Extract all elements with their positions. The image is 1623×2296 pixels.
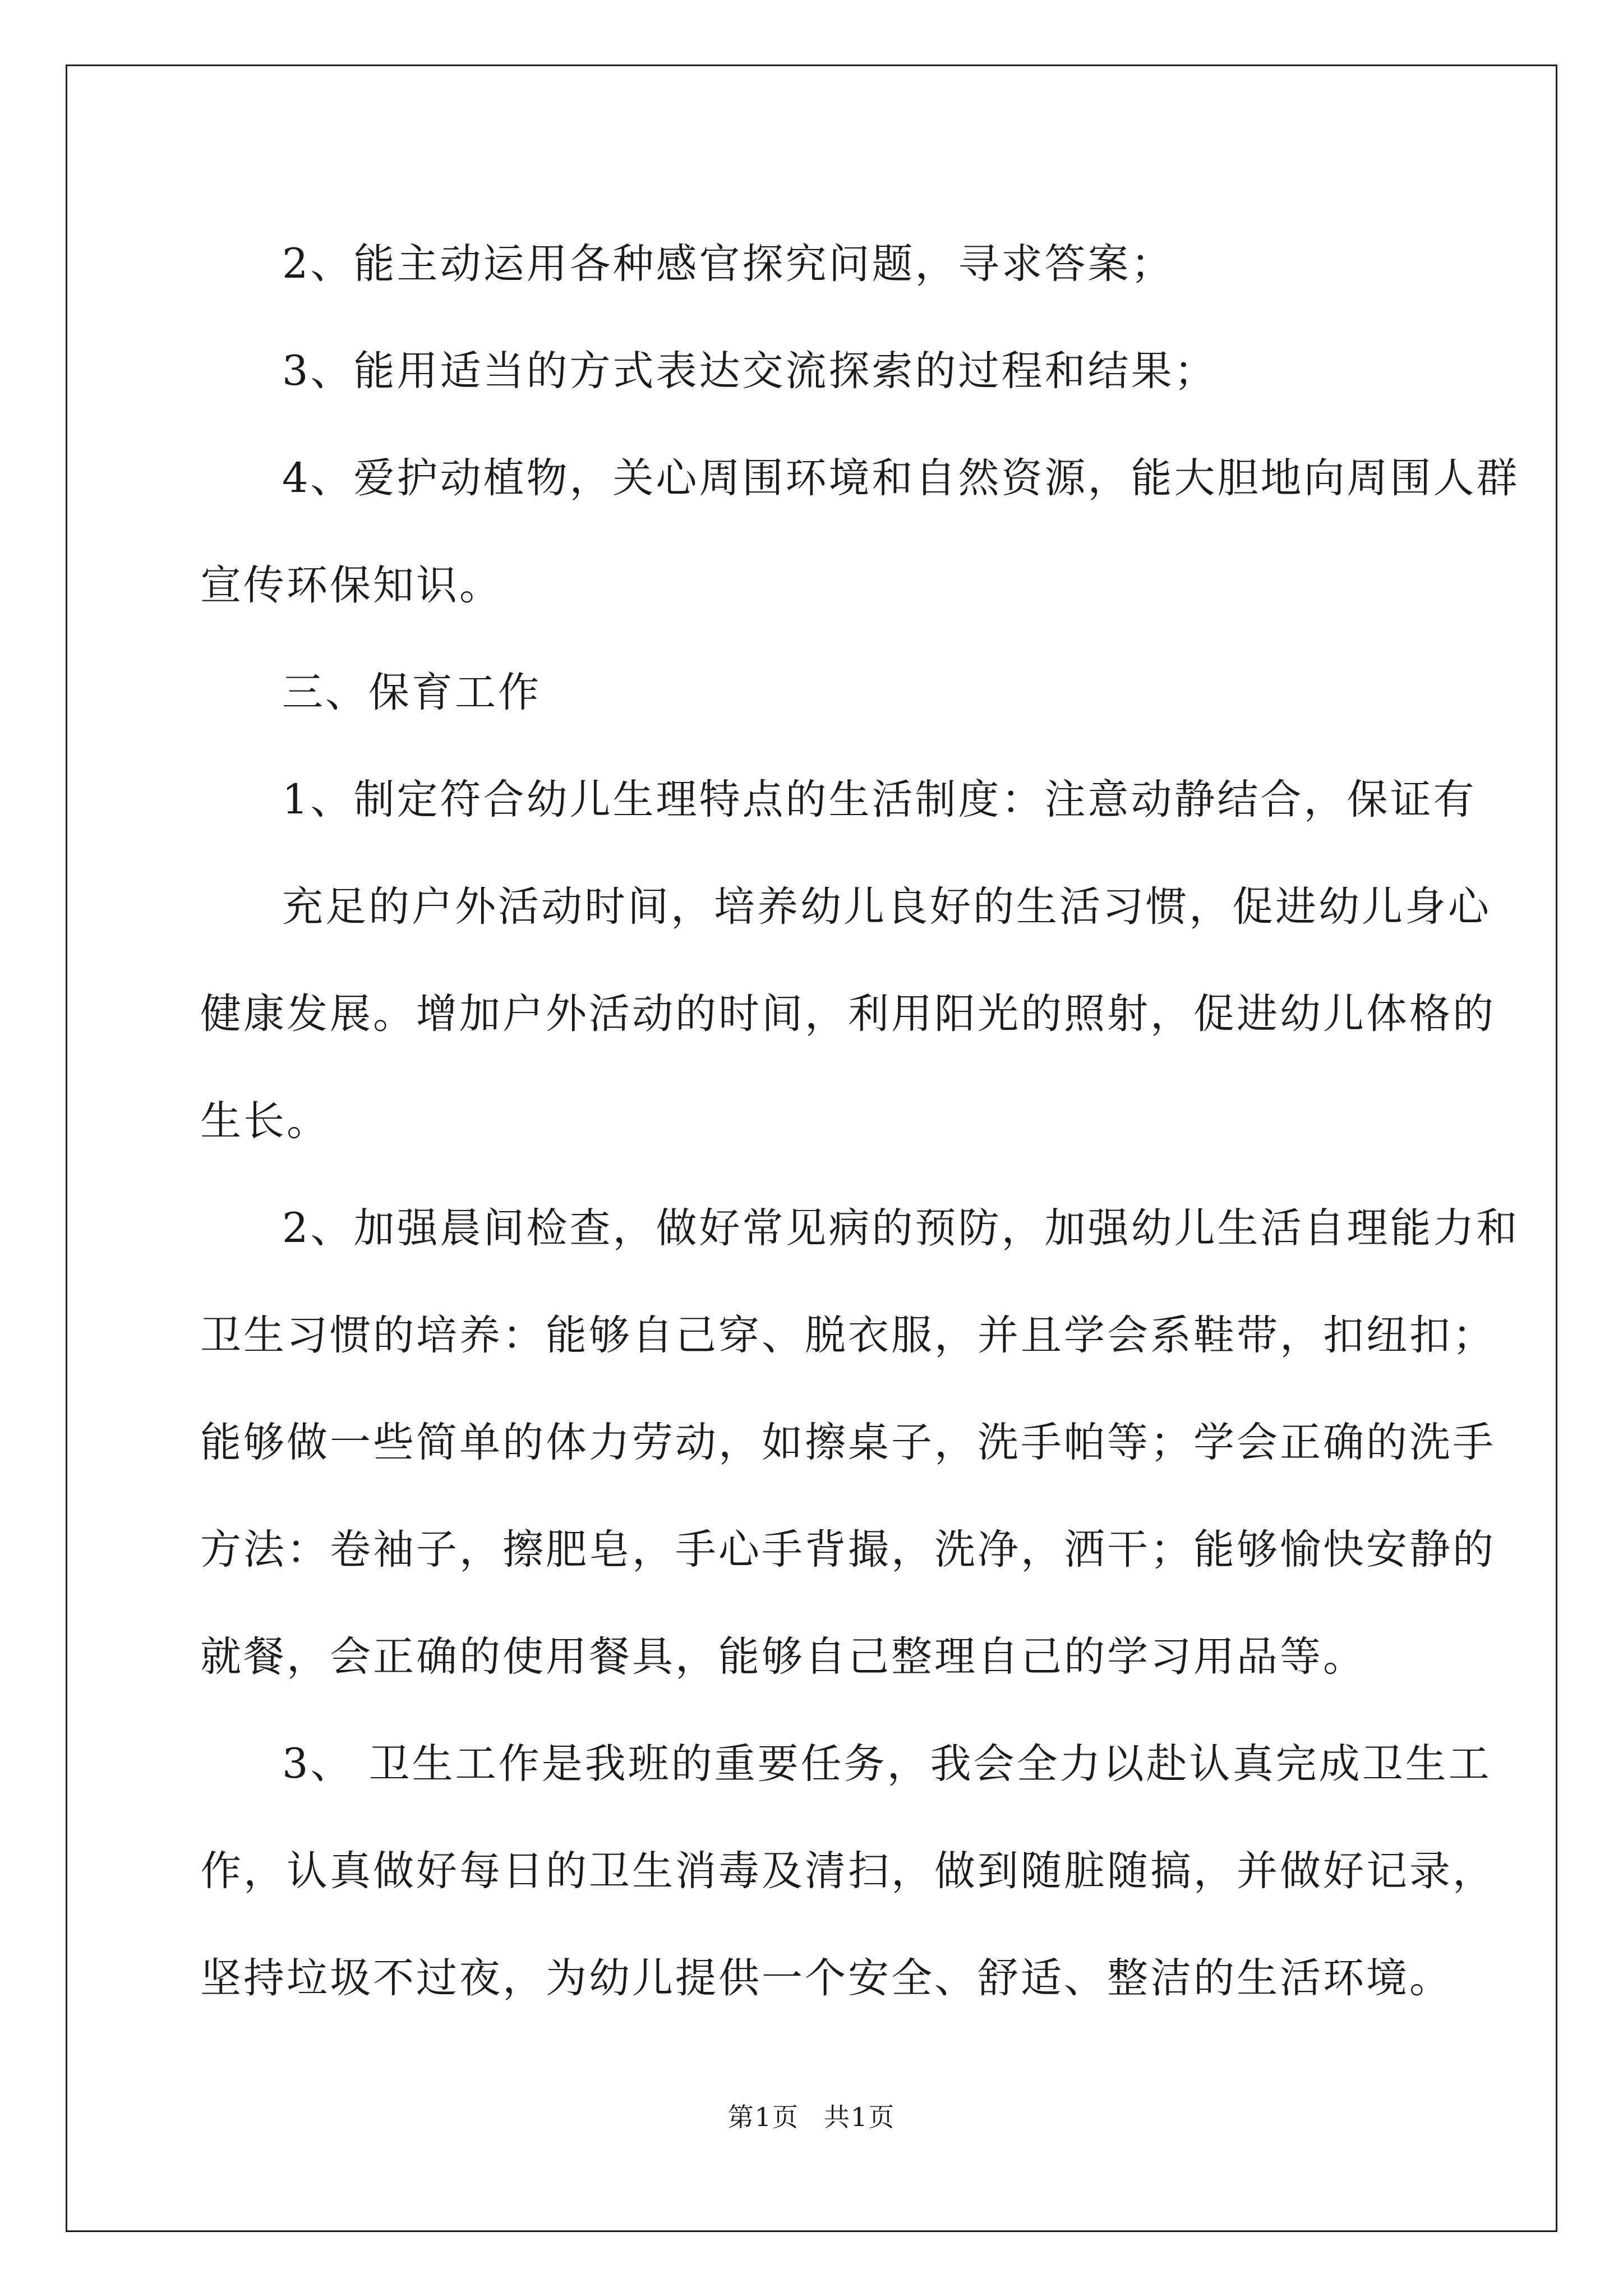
page-footer	[0, 2097, 1623, 2134]
paragraph-line: 生长。	[200, 1097, 330, 1145]
paragraph-line: 3、 卫生工作是我班的重要任务，我会全力以赴认真完成卫生工	[282, 1740, 1492, 1788]
page-number: 第1页	[727, 2102, 799, 2132]
paragraph-line: 2、能主动运用各种感官探究问题，寻求答案；	[282, 240, 1174, 288]
paragraph-line: 能够做一些简单的体力劳动，如擦桌子，洗手帕等；学会正确的洗手	[200, 1419, 1496, 1466]
paragraph-line: 4、爱护动植物，关心周围环境和自然资源，能大胆地向周围人群	[282, 454, 1520, 502]
paragraph-line: 作，认真做好每日的卫生消毒及清扫，做到随脏随搞，并做好记录，	[200, 1847, 1496, 1895]
paragraph-line: 充足的户外活动时间，培养幼儿良好的生活习惯，促进幼儿身心	[282, 883, 1491, 931]
paragraph-line: 宣传环保知识。	[200, 562, 502, 609]
paragraph-line: 就餐，会正确的使用餐具，能够自己整理自己的学习用品等。	[200, 1633, 1366, 1681]
paragraph-line: 2、加强晨间检查，做好常见病的预防，加强幼儿生活自理能力和	[282, 1204, 1520, 1252]
paragraph-line: 方法：卷袖子，擦肥皂，手心手背撮，洗净，洒干；能够愉快安静的	[200, 1526, 1496, 1573]
paragraph-line: 1、制定符合幼儿生理特点的生活制度：注意动静结合，保证有	[282, 776, 1477, 823]
paragraph-line: 卫生习惯的培养：能够自己穿、脱衣服，并且学会系鞋带，扣纽扣；	[200, 1312, 1496, 1359]
paragraph-line: 坚持垃圾不过夜，为幼儿提供一个安全、舒适、整洁的生活环境。	[200, 1954, 1453, 2002]
paragraph-line: 健康发展。增加户外活动的时间，利用阳光的照射，促进幼儿体格的	[200, 990, 1496, 1038]
paragraph-line: 3、能用适当的方式表达交流探索的过程和结果；	[282, 347, 1218, 395]
document-body	[200, 210, 1520, 2032]
page-total: 共1页	[824, 2102, 896, 2132]
section-heading: 三、保育工作	[282, 669, 541, 716]
